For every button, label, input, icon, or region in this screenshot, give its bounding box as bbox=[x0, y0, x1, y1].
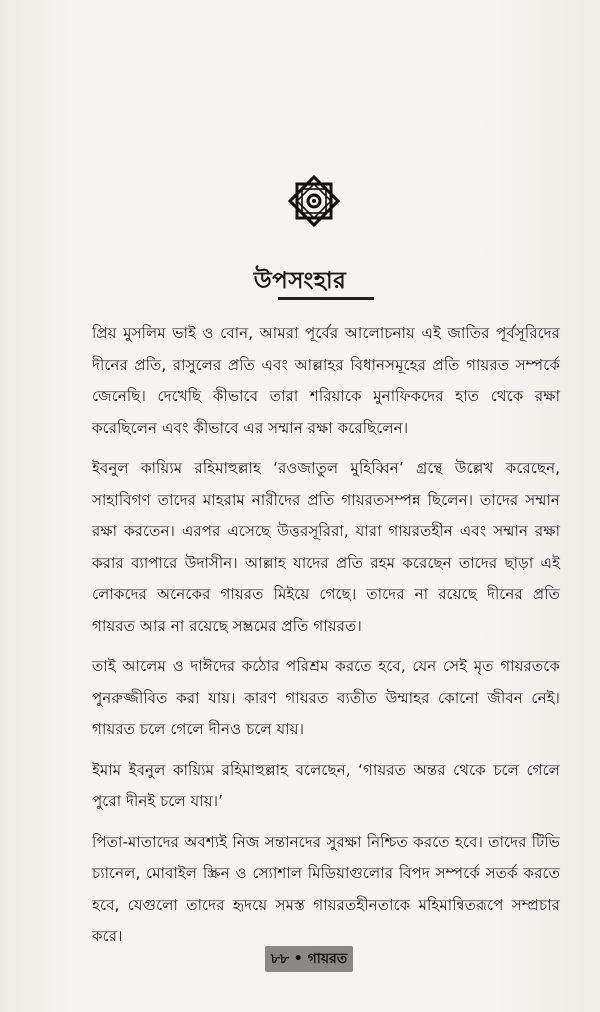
title-underline bbox=[278, 297, 374, 300]
paragraph: ইবনুল কায়্যিম রহিমাহুল্লাহ ‘রওজাতুল মুহিব্বিন’ গ্রন্থে উল্লেখ করেছেন, সাহাবিগণ তাদের মাহরাম নারীদের প্রতি গায়রতসম্পন্ন ছিলেন। তাদের সম্মান রক্ষা করতেন। এরপর এসেছে উত্তরসূরিরা, যারা গায়রতহীন এবং সম্মান রক্ষা করার ব্যাপারে উদাসীন। আল্লাহ যাদের প্রতি রহম করেছেন তাদের ছাড়া এই লোকদের অনেকের গায়রত মিইয়ে গেছে। তাদের না রয়েছে দীনের প্রতি গায়রত আর না রয়েছে সম্ভ্রমের প্রতি গায়রত। bbox=[92, 459, 560, 635]
paragraph: প্রিয় মুসলিম ভাই ও বোন, আমরা পূর্বের আলোচনায় এই জাতির পূর্বসূরিদের দীনের প্রতি, রাসুলের প্রতি এবং আল্লাহর বিধানসমূহের প্রতি গায়রত সম্পর্কে জেনেছি। দেখেছি কীভাবে তারা শরিয়াকে মুনাফিকদের হাত থেকে রক্ষা করেছিলেন এবং কীভাবে এর সম্মান রক্ষা করেছিলেন। bbox=[92, 324, 560, 437]
chapter-title: উপসংহার bbox=[253, 268, 347, 294]
paragraph: পিতা-মাতাদের অবশ্যই নিজ সন্তানদের সুরক্ষা নিশ্চিত করতে হবে। তাদের টিভি চ্যানেল, মোবাইল স্ক্রিন ও স্যোশাল মিডিয়াগুলোর বিপদ সম্পর্কে সতর্ক করতে হবে, যেগুলো তাদের হৃদয়ে সমস্ত গায়রতহীনতাকে মহিমান্বিতরূপে সম্প্রচার করে। bbox=[92, 832, 560, 945]
paragraph: ইমাম ইবনুল কায়্যিম রহিমাহুল্লাহ বলেছেন, ‘গায়রত অন্তর থেকে চলে গেলে পুরো দীনই চলে যায়।’ bbox=[92, 760, 560, 810]
page-number-footer: ৮৮ • গায়রত bbox=[265, 946, 353, 972]
paragraph: তাই আলেম ও দাঈদের কঠোর পরিশ্রম করতে হবে, যেন সেই মৃত গায়রতকে পুনরুজ্জীবিত করা যায়। কারণ গায়রত ব্যতীত উম্মাহর কোনো জীবন নেই। গায়রত চলে গেলে দীনও চলে যায়। bbox=[92, 657, 560, 738]
body-text bbox=[92, 318, 560, 962]
octagonal-star-ornament-icon bbox=[283, 170, 345, 232]
